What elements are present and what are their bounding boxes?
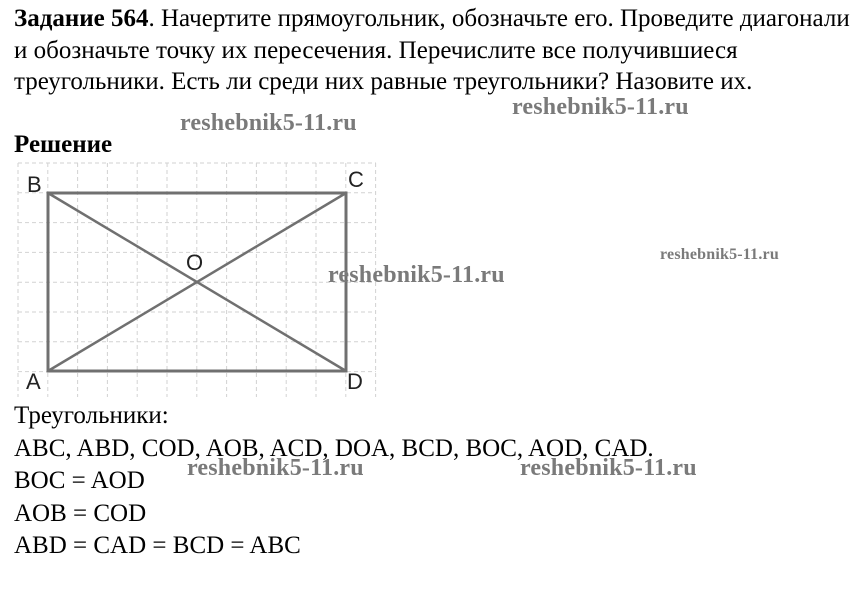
vertex-label-a: A: [26, 369, 41, 394]
equality-2: AOB = COD: [14, 499, 147, 527]
vertex-label-o: O: [186, 250, 204, 275]
watermark: reshebnik5-11.ru: [328, 262, 505, 288]
task-statement: [14, 3, 860, 98]
watermark: reshebnik5-11.ru: [520, 455, 697, 481]
task-text: . Начертите прямоугольник, обозначьте его. Проведите диагонали и обозначьте точку их пересечения. Перечислите все получившиеся треугольники. Есть ли среди них равные треугольники? Назовите их.: [14, 5, 850, 95]
watermark: reshebnik5-11.ru: [180, 110, 357, 136]
vertex-label-b: B: [27, 172, 42, 197]
grid: [18, 163, 376, 397]
solution-heading: Решение: [14, 131, 113, 158]
watermark: reshebnik5-11.ru: [660, 246, 779, 263]
equality-3: ABD = CAD = BCD = ABC: [14, 532, 301, 559]
equality-1: BOC = AOD: [14, 467, 145, 494]
triangles-list: ABC, ABD, COD, AOB, ACD, DOA, BCD, BOC, AOD, CAD.: [14, 434, 654, 462]
vertex-label-c: C: [348, 167, 364, 192]
task-number: Задание 564: [14, 5, 149, 32]
watermark: reshebnik5-11.ru: [512, 94, 689, 120]
watermark: reshebnik5-11.ru: [187, 455, 364, 481]
vertex-label-d: D: [347, 369, 363, 394]
triangles-title: Треугольники:: [14, 402, 169, 429]
